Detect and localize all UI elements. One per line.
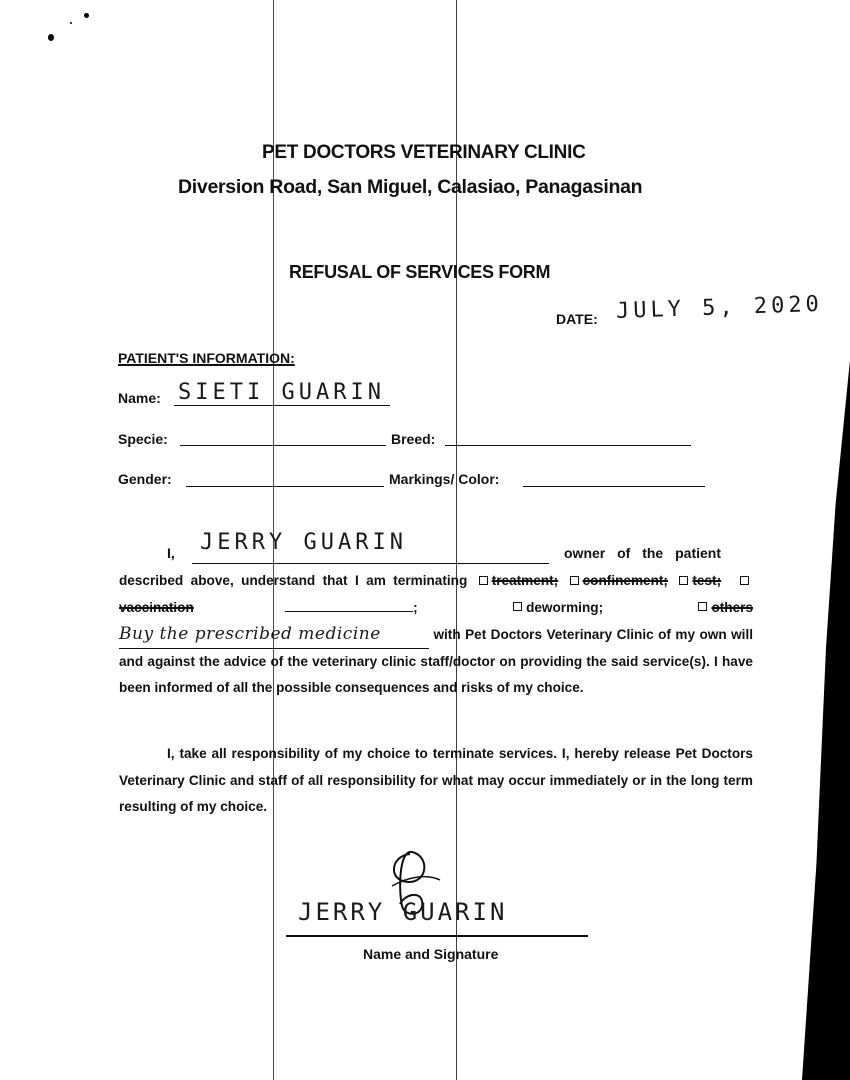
vaccination-option: vaccination [119, 599, 194, 615]
markings-label: Markings/ Color: [389, 471, 500, 487]
date-field[interactable]: JULY 5, 2020 [615, 291, 824, 324]
scan-edge-shadow [802, 360, 850, 1080]
release-paragraph: I, take all responsibility of my choice to terminate services. I, hereby release Pet Doctors Veterinary Clinic and staff of all responsibility for what may occur immediately or in the long term resulting of my choice. [119, 746, 753, 814]
specie-label: Specie: [118, 431, 168, 447]
treatment-checkbox[interactable] [479, 576, 488, 585]
statement-prefix: I, [167, 545, 175, 561]
name-underline [174, 405, 390, 406]
clinic-address: Diversion Road, San Miguel, Calasiao, Panagasinan [178, 176, 643, 198]
statement-paragraph: described above, understand that I am terminating treatment; confinement; test; vaccination ; deworming; others Buy the prescribed medicine with Pet Doctors Veterinary Clinic of my own will and against the advice of the veterinary clinic staff/doctor on providing the said service(s). I have been informed of all the possible consequences and risks of my choice. [119, 573, 754, 695]
others-field[interactable]: Buy the prescribed medicine [119, 621, 429, 649]
date-label: DATE: [556, 311, 598, 327]
signature-line [286, 935, 588, 937]
others-checkbox[interactable] [698, 602, 707, 611]
clinic-name: PET DOCTORS VETERINARY CLINIC [262, 142, 586, 163]
others-option: others [711, 599, 754, 615]
owner-name-underline [192, 563, 549, 564]
gender-label: Gender: [118, 471, 172, 487]
treatment-option: treatment; [491, 573, 559, 588]
scan-speck [70, 22, 72, 24]
test-checkbox[interactable] [679, 576, 688, 585]
vaccination-blank[interactable] [285, 599, 413, 612]
confinement-option: confinement; [582, 573, 668, 588]
test-option: test; [692, 573, 722, 588]
markings-field[interactable] [523, 486, 705, 487]
scan-speck [48, 34, 54, 41]
deworming-option: deworming; [526, 599, 604, 615]
patient-name-field[interactable]: SIETI GUARIN [178, 380, 385, 405]
owner-suffix: owner of the patient [564, 545, 721, 561]
breed-label: Breed: [391, 431, 436, 447]
signature-label: Name and Signature [363, 946, 499, 962]
deworming-checkbox[interactable] [513, 602, 522, 611]
name-label: Name: [118, 390, 161, 406]
specie-field[interactable] [180, 445, 386, 446]
patient-info-heading: PATIENT'S INFORMATION: [118, 350, 295, 366]
form-title: REFUSAL OF SERVICES FORM [289, 262, 551, 282]
confinement-checkbox[interactable] [570, 576, 579, 585]
breed-field[interactable] [445, 445, 691, 446]
signature-handwriting[interactable]: JERRY GUARIN [298, 898, 508, 926]
vaccination-checkbox[interactable] [740, 576, 749, 585]
gender-field[interactable] [186, 486, 384, 487]
scan-speck [84, 13, 89, 18]
owner-name-field[interactable]: JERRY GUARIN [200, 530, 407, 555]
